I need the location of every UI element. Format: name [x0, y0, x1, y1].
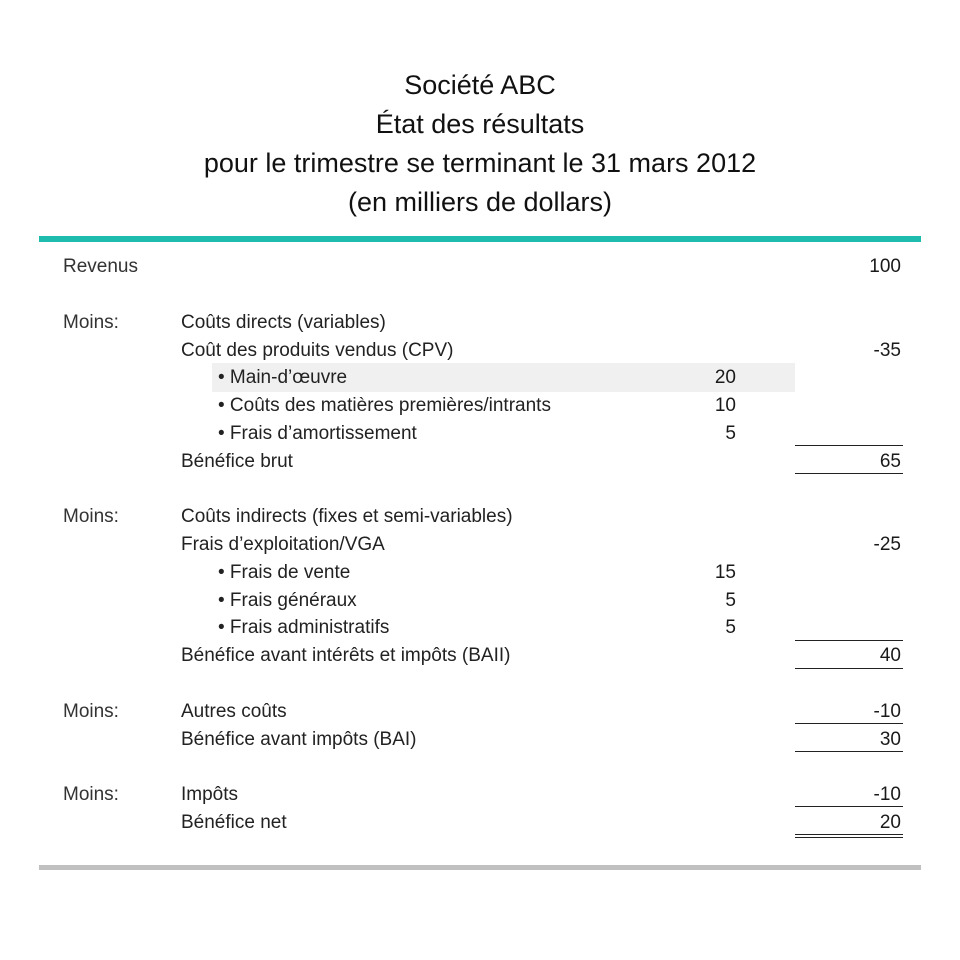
net-income-label: Bénéfice net [181, 812, 287, 833]
ebit-total: 40 [879, 645, 901, 666]
direct-costs-heading-row [0, 309, 960, 337]
taxes-total: -10 [873, 784, 901, 805]
ebt-total: 30 [879, 729, 901, 750]
indirect-costs-heading: Coûts indirects (fixes et semi-variables) [181, 506, 513, 527]
line-item-label: • Frais généraux [218, 590, 357, 611]
gross-profit-label: Bénéfice brut [181, 451, 293, 472]
revenue-row [0, 253, 960, 281]
statement-title: État des résultats [375, 109, 585, 139]
line-item-value: 5 [725, 423, 736, 444]
line-item-label: • Main-d’œuvre [218, 367, 348, 388]
line-item-label: • Coûts des matières premières/intrants [218, 395, 551, 416]
opex-row [0, 531, 960, 559]
cogs-total: -35 [873, 340, 901, 361]
line-item-value: 5 [725, 617, 736, 638]
net-income-row [0, 809, 960, 837]
ebt-row [0, 726, 960, 754]
taxes-row [0, 781, 960, 809]
subtotal-rule [795, 668, 903, 669]
other-costs-total: -10 [873, 701, 901, 722]
opex-total: -25 [873, 534, 901, 555]
revenue-total: 100 [869, 256, 901, 277]
subtotal-rule [795, 723, 903, 724]
subtotal-rule [795, 751, 903, 752]
list-item [0, 559, 960, 587]
subtotal-rule [795, 806, 903, 807]
gross-profit-row [0, 448, 960, 476]
direct-costs-prefix: Moins: [63, 312, 119, 333]
subtotal-rule [795, 445, 903, 446]
line-item-label: • Frais administratifs [218, 617, 390, 638]
line-item-label: • Frais de vente [218, 562, 351, 583]
ebit-row [0, 642, 960, 670]
bottom-divider [39, 865, 921, 870]
cogs-row [0, 337, 960, 365]
ebt-label: Bénéfice avant impôts (BAI) [181, 729, 417, 750]
opex-label: Frais d’exploitation/VGA [181, 534, 385, 555]
line-item-value: 10 [714, 395, 736, 416]
other-costs-prefix: Moins: [63, 701, 119, 722]
indirect-costs-prefix: Moins: [63, 506, 119, 527]
line-item-label: • Frais d’amortissement [218, 423, 417, 444]
double-underline [795, 834, 903, 838]
company-name: Société ABC [404, 70, 556, 100]
line-item-value: 20 [714, 367, 736, 388]
direct-costs-heading: Coûts directs (variables) [181, 312, 386, 333]
other-costs-label: Autres coûts [181, 701, 287, 722]
list-item [0, 587, 960, 615]
line-item-value: 5 [725, 590, 736, 611]
subtotal-rule [795, 640, 903, 641]
indirect-costs-heading-row [0, 503, 960, 531]
taxes-label: Impôts [181, 784, 239, 805]
revenue-label: Revenus [63, 256, 138, 277]
gross-profit-total: 65 [879, 451, 901, 472]
ebit-label: Bénéfice avant intérêts et impôts (BAII) [181, 645, 511, 666]
taxes-prefix: Moins: [63, 784, 119, 805]
list-item [0, 392, 960, 420]
statement-units: (en milliers de dollars) [347, 187, 613, 217]
subtotal-rule [795, 473, 903, 474]
line-item-value: 15 [714, 562, 736, 583]
list-item [0, 420, 960, 448]
other-costs-row [0, 698, 960, 726]
net-income-total: 20 [879, 812, 901, 833]
cogs-label: Coût des produits vendus (CPV) [181, 340, 454, 361]
list-item [0, 614, 960, 642]
statement-period: pour le trimestre se terminant le 31 mars 2012 [203, 148, 757, 178]
list-item [0, 364, 960, 392]
